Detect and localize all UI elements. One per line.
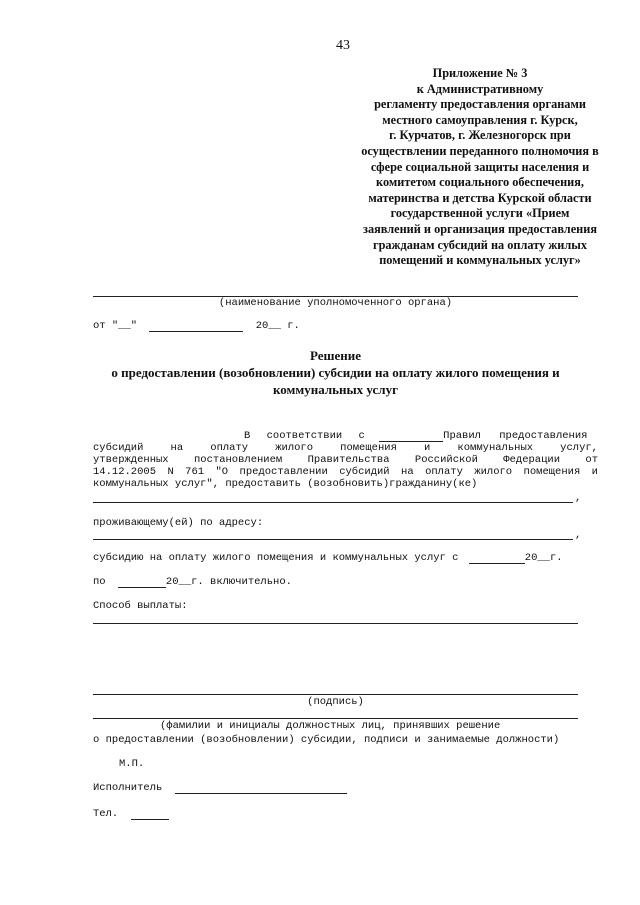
citizen-line-comma: , bbox=[575, 492, 582, 504]
signature-caption: (подпись) bbox=[307, 696, 364, 708]
subsidy-from-blank bbox=[469, 552, 525, 564]
appendix-line: регламенту предоставления органами bbox=[374, 97, 586, 112]
page-number: 43 bbox=[336, 38, 350, 53]
phone-line bbox=[93, 808, 169, 820]
subsidy-from-text: субсидию на оплату жилого помещения и коммунальных услуг с bbox=[93, 552, 459, 564]
decision-title-text: Решение bbox=[309, 348, 362, 363]
seal-label: М.П. bbox=[119, 758, 145, 770]
phone-blank bbox=[131, 808, 169, 820]
appendix-line: гражданам субсидий на оплату жилых bbox=[372, 237, 587, 252]
appendix-line: государственной услуги «Прием bbox=[390, 206, 570, 221]
body-line-1a: В соответствии с bbox=[244, 430, 365, 442]
address-line bbox=[93, 539, 573, 540]
body-line-1 bbox=[244, 430, 598, 442]
citizen-name-line bbox=[93, 502, 573, 503]
appendix-line: заявлений и организация предоставления bbox=[363, 221, 597, 236]
payment-method-label: Способ выплаты: bbox=[93, 600, 188, 612]
appendix-line: г. Курчатов, г. Железногорск при bbox=[389, 128, 571, 143]
executor-label: Исполнитель bbox=[93, 782, 163, 794]
date-from: от "__" bbox=[93, 320, 138, 332]
appendix-line: комитетом социального обеспечения, bbox=[376, 175, 584, 190]
subsidy-to-line bbox=[93, 576, 292, 588]
decision-title bbox=[93, 347, 578, 398]
date-blank bbox=[149, 320, 243, 332]
body-line-4: 14.12.2005 N 761 "О предоставлении субсидий на оплату жилого помещения и bbox=[93, 466, 598, 478]
executor-line bbox=[93, 782, 347, 794]
date-line bbox=[93, 320, 300, 332]
payment-method-line bbox=[93, 623, 578, 624]
subsidy-from-line bbox=[93, 552, 563, 564]
subsidy-to-year: 20__г. включительно. bbox=[165, 576, 292, 588]
phone-label: Тел. bbox=[93, 808, 119, 820]
address-label: проживающему(ей) по адресу: bbox=[93, 517, 264, 529]
subsidy-to-blank bbox=[118, 576, 166, 588]
body-line-3: утвержденных постановлением Правительства Российской Федерации от bbox=[93, 454, 598, 466]
officials-line bbox=[93, 718, 578, 719]
address-line-comma: , bbox=[575, 529, 582, 541]
date-year: 20__ г. bbox=[255, 320, 300, 332]
appendix-line: сфере социальной защиты населения и bbox=[370, 159, 590, 174]
authority-caption: (наименование уполномоченного органа) bbox=[218, 297, 453, 309]
body-line-1b: Правил предоставления bbox=[443, 430, 588, 442]
executor-blank bbox=[175, 782, 347, 794]
appendix-line: материнства и детства Курской области bbox=[368, 190, 592, 205]
appendix-line: осуществлении переданного полномочия в bbox=[361, 143, 599, 158]
appendix-line: к Административному bbox=[416, 81, 544, 96]
subsidy-from-year: 20__г. bbox=[524, 552, 563, 564]
decision-subtitle-line: о предоставлении (возобновлении) субсидии на оплату жилого помещения и bbox=[111, 365, 560, 380]
appendix-header bbox=[330, 66, 630, 269]
appendix-line: помещений и коммунальных услуг» bbox=[379, 253, 581, 268]
subsidy-to-label: по bbox=[93, 576, 106, 588]
rules-blank bbox=[379, 430, 443, 442]
appendix-line: местного самоуправления г. Курск, bbox=[382, 112, 578, 127]
appendix-line: Приложение № 3 bbox=[432, 66, 528, 80]
signature-line bbox=[93, 694, 578, 695]
body-line-2: субсидий на оплату жилого помещения и коммунальных услуг, bbox=[93, 442, 598, 454]
officials-caption-1: (фамилии и инициалы должностных лиц, принявших решение bbox=[160, 720, 501, 732]
body-line-5: коммунальных услуг", предоставить (возобновить)гражданину(ке) bbox=[93, 478, 478, 490]
officials-caption-2: о предоставлении (возобновлении) субсидии, подписи и занимаемые должности) bbox=[93, 734, 560, 746]
decision-subtitle-line: коммунальных услуг bbox=[272, 382, 398, 397]
